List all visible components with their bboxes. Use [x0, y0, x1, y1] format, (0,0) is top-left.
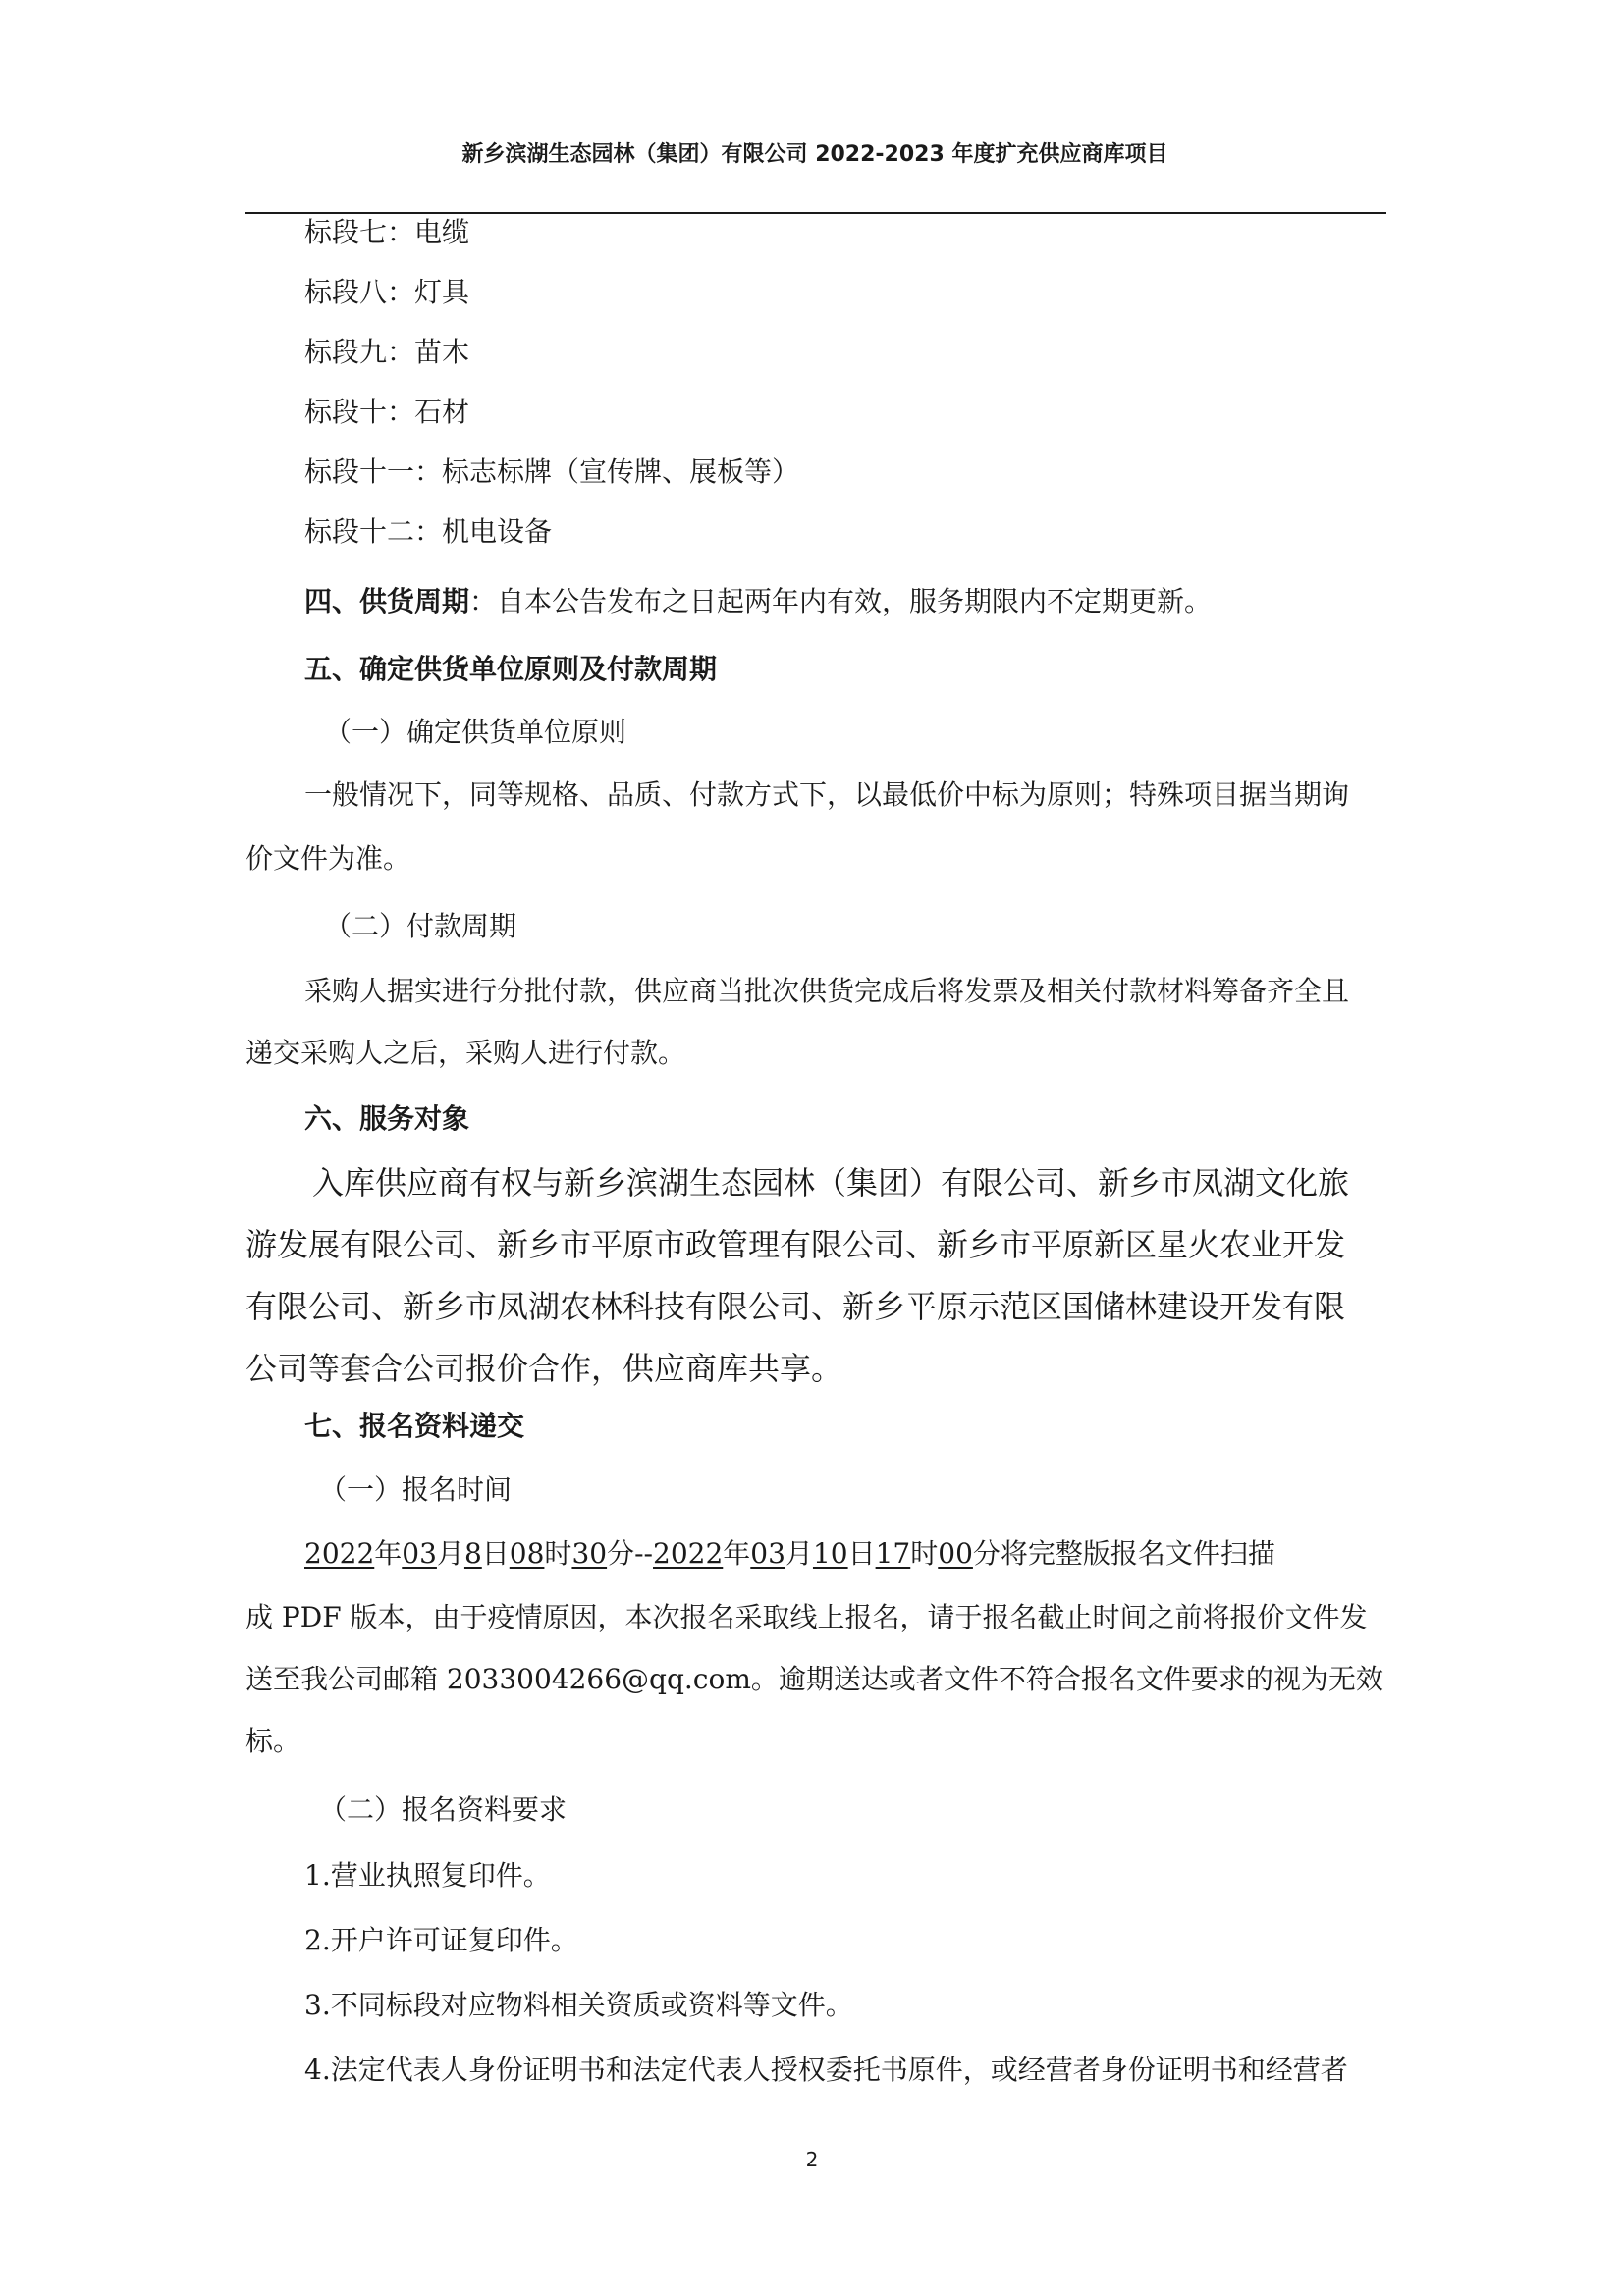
lot-7: 标段七：电缆	[304, 216, 470, 248]
end-day: 10	[812, 1537, 848, 1570]
requirement-item-3: 3.不同标段对应物料相关资质或资料等文件。	[304, 1989, 853, 2021]
time-text: 分将完整版报名文件扫描	[972, 1537, 1275, 1570]
section-5-sub1: （一）确定供货单位原则	[324, 716, 627, 748]
lot-10: 标段十：石材	[304, 396, 470, 428]
section-5-sub2: （二）付款周期	[324, 910, 517, 942]
start-day: 8	[463, 1537, 482, 1570]
start-hour: 08	[509, 1537, 545, 1570]
requirement-item-1: 1.营业执照复印件。	[304, 1859, 551, 1892]
lot-9: 标段九：苗木	[304, 336, 470, 368]
section-5-p1-line1: 一般情况下，同等规格、品质、付款方式下，以最低价中标为原则；特殊项目据当期询	[304, 778, 1350, 811]
page-number: 2	[805, 2148, 819, 2171]
time-text: 时	[910, 1537, 939, 1570]
time-text: 分--	[607, 1537, 654, 1570]
lot-8: 标段八：灯具	[304, 276, 470, 308]
section-7-p1-line3: 标。	[245, 1725, 301, 1757]
start-month: 03	[402, 1537, 437, 1570]
registration-time-line	[304, 1536, 1275, 1572]
running-header: 新乡滨湖生态园林（集团）有限公司 2022-2023 年度扩充供应商库项目	[461, 142, 1168, 167]
supply-period-paragraph	[304, 584, 1212, 619]
header-rule	[245, 212, 1386, 214]
supply-period-text: ：自本公告发布之日起两年内有效，服务期限内不定期更新。	[469, 585, 1213, 617]
section-5-p1-line2: 价文件为准。	[245, 842, 411, 875]
end-minute: 00	[938, 1537, 973, 1570]
requirement-item-4: 4.法定代表人身份证明书和法定代表人授权委托书原件，或经营者身份证明书和经营者	[304, 2054, 1348, 2086]
section-5-p2-line1: 采购人据实进行分批付款，供应商当批次供货完成后将发票及相关付款材料筹备齐全且	[304, 975, 1350, 1007]
section-7-p1-line1: 成 PDF 版本，由于疫情原因，本次报名采取线上报名，请于报名截止时间之前将报价文件发	[245, 1601, 1368, 1633]
section-7-heading: 七、报名资料递交	[304, 1410, 525, 1442]
section-6-line3: 有限公司、新乡市凤湖农林科技有限公司、新乡平原示范区国储林建设开发有限	[245, 1288, 1346, 1325]
section-5-heading: 五、确定供货单位原则及付款周期	[304, 653, 718, 685]
time-text: 日	[847, 1537, 876, 1570]
section-6-line2: 游发展有限公司、新乡市平原市政管理有限公司、新乡市平原新区星火农业开发	[245, 1226, 1346, 1263]
time-text: 时	[544, 1537, 572, 1570]
start-year: 2022	[304, 1537, 375, 1570]
time-text: 年	[723, 1537, 751, 1570]
section-7-p1-line2: 送至我公司邮箱 2033004266@qq.com。逾期送达或者文件不符合报名文件要求的视为无效	[245, 1663, 1383, 1695]
section-5-p2-line2: 递交采购人之后，采购人进行付款。	[245, 1037, 686, 1069]
section-6-line1: 入库供应商有权与新乡滨湖生态园林（集团）有限公司、新乡市凤湖文化旅	[312, 1164, 1350, 1201]
section-7-sub1: （一）报名时间	[319, 1473, 513, 1506]
section-6-line4: 公司等套合公司报价合作，供应商库共享。	[245, 1350, 843, 1387]
end-hour: 17	[875, 1537, 911, 1570]
time-text: 月	[436, 1537, 464, 1570]
end-year: 2022	[653, 1537, 724, 1570]
end-month: 03	[750, 1537, 785, 1570]
requirement-item-2: 2.开户许可证复印件。	[304, 1924, 578, 1956]
start-minute: 30	[571, 1537, 608, 1570]
time-text: 月	[785, 1537, 813, 1570]
lot-12: 标段十二：机电设备	[304, 515, 553, 548]
section-7-sub2: （二）报名资料要求	[319, 1793, 568, 1826]
time-text: 日	[481, 1537, 510, 1570]
supply-period-heading: 四、供货周期	[304, 585, 470, 617]
section-6-heading: 六、服务对象	[304, 1102, 470, 1135]
lot-11: 标段十一：标志标牌（宣传牌、展板等）	[304, 455, 800, 488]
time-text: 年	[374, 1537, 403, 1570]
